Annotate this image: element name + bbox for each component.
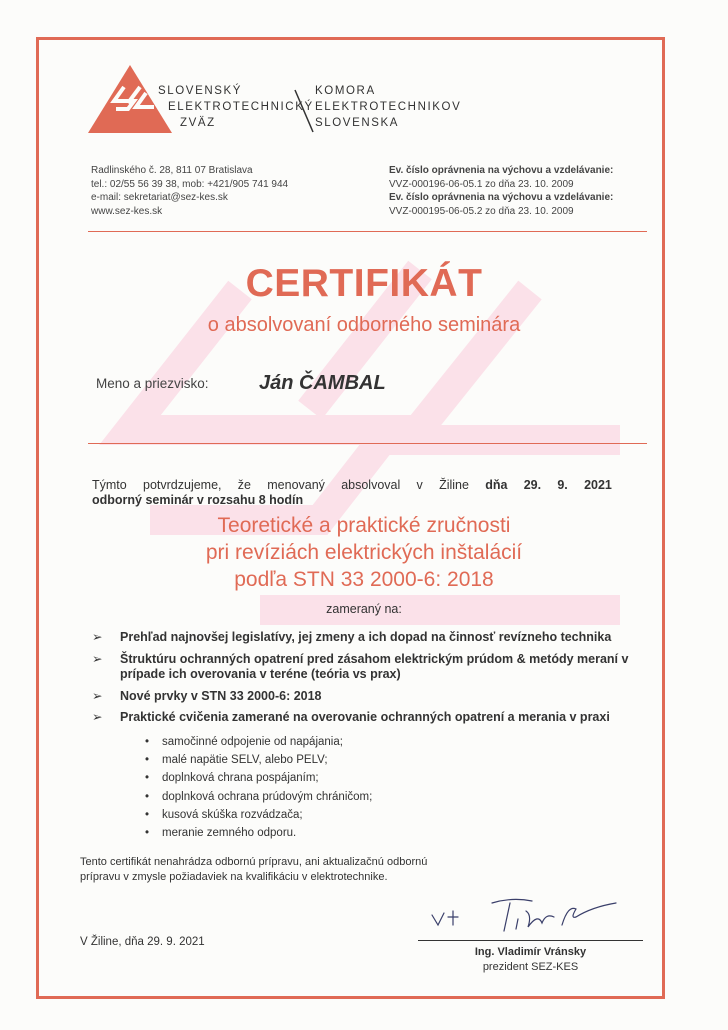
list-item: ➢ Prehľad najnovšej legislatívy, jej zmeny a ich dopad na činnosť revízneho technika	[92, 630, 612, 644]
bullet-icon: •	[145, 790, 150, 803]
list-item: • doplnková ochrana prúdovým chráničom;	[145, 788, 372, 806]
arrow-bullet-icon: ➢	[92, 710, 103, 724]
subtopic-list	[145, 733, 372, 842]
certificate-subtitle: o absolvovaní odborného seminára	[207, 314, 521, 336]
signature-line	[418, 940, 643, 941]
authorization-info: Ev. číslo oprávnenia na výchovu a vzdelávanie: VVZ-000196-06-05.1 zo dňa 23. 10. 2009 Ev. číslo oprávnenia na výchovu a vzdelávanie: VVZ-000195-06-05.2 zo dňa 23. 10. 2009	[389, 165, 614, 217]
disclaimer-note: Tento certifikát nenahrádza odbornú prípravu, ani aktualizačnú odbornú prípravu v zmysle požiadaviek na kvalifikáciu v elektrotechnike.	[80, 856, 428, 883]
org-left-name: SLOVENSKÝ ELEKTROTECHNICKÝ ZVÄZ	[158, 85, 314, 129]
contact-info: Radlinského č. 28, 811 07 Bratislava tel.: 02/55 56 39 38, mob: +421/905 741 944 e-mail: sekretariat@sez-kes.sk www.sez-kes.sk	[91, 165, 289, 217]
list-item: • meranie zemného odporu.	[145, 824, 372, 842]
handwritten-signature	[430, 895, 650, 940]
bullet-icon: •	[145, 754, 150, 767]
list-item: ➢ Štruktúru ochranných opatrení pred zásahom elektrickým prúdom & metódy meraní v prípade ich overovania v teréne (teória vs prax)	[92, 651, 629, 681]
list-item: • malé napätie SELV, alebo PELV;	[145, 751, 372, 769]
name-label: Meno a priezvisko:	[96, 376, 209, 391]
course-title: Teoretické a praktické zručnosti pri revíziách elektrických inštalácií podľa STN 33 2000-6: 2018	[205, 514, 523, 591]
list-item: • kusová skúška rozvádzača;	[145, 806, 372, 824]
list-item: ➢ Praktické cvičenia zamerané na overovanie ochranných opatrení a merania v praxi	[92, 710, 610, 724]
recipient-name: Ján ČAMBAL	[259, 372, 386, 394]
list-item: • doplnková chrana pospájaním;	[145, 769, 372, 787]
list-item: ➢ Nové prvky v STN 33 2000-6: 2018	[92, 688, 322, 703]
focus-label: zameraný na:	[326, 602, 402, 616]
bullet-icon: •	[145, 736, 150, 748]
certificate-title: CERTIFIKÁT	[245, 262, 483, 305]
place-date: V Žiline, dňa 29. 9. 2021	[80, 936, 205, 948]
name-divider	[88, 443, 647, 444]
arrow-bullet-icon: ➢	[92, 630, 103, 644]
confirmation-text: Týmto potvrdzujeme, že menovaný absolvoval v Žiline dňa 29. 9. 2021 odborný seminár v rozsahu 8 hodín	[92, 478, 612, 507]
list-item: • samočinné odpojenie od napájania;	[145, 733, 372, 751]
header-divider	[88, 231, 647, 232]
bullet-icon: •	[145, 772, 150, 785]
org-right-name: KOMORA ELEKTROTECHNIKOV SLOVENSKA	[315, 85, 462, 129]
topic-list	[92, 630, 652, 732]
signatory-name: Ing. Vladimír Vránsky	[474, 946, 587, 958]
bullet-icon: •	[145, 827, 150, 840]
arrow-bullet-icon: ➢	[92, 688, 103, 703]
bullet-icon: •	[145, 808, 150, 821]
signatory-role: prezident SEZ-KES	[482, 961, 579, 973]
arrow-bullet-icon: ➢	[92, 651, 103, 666]
